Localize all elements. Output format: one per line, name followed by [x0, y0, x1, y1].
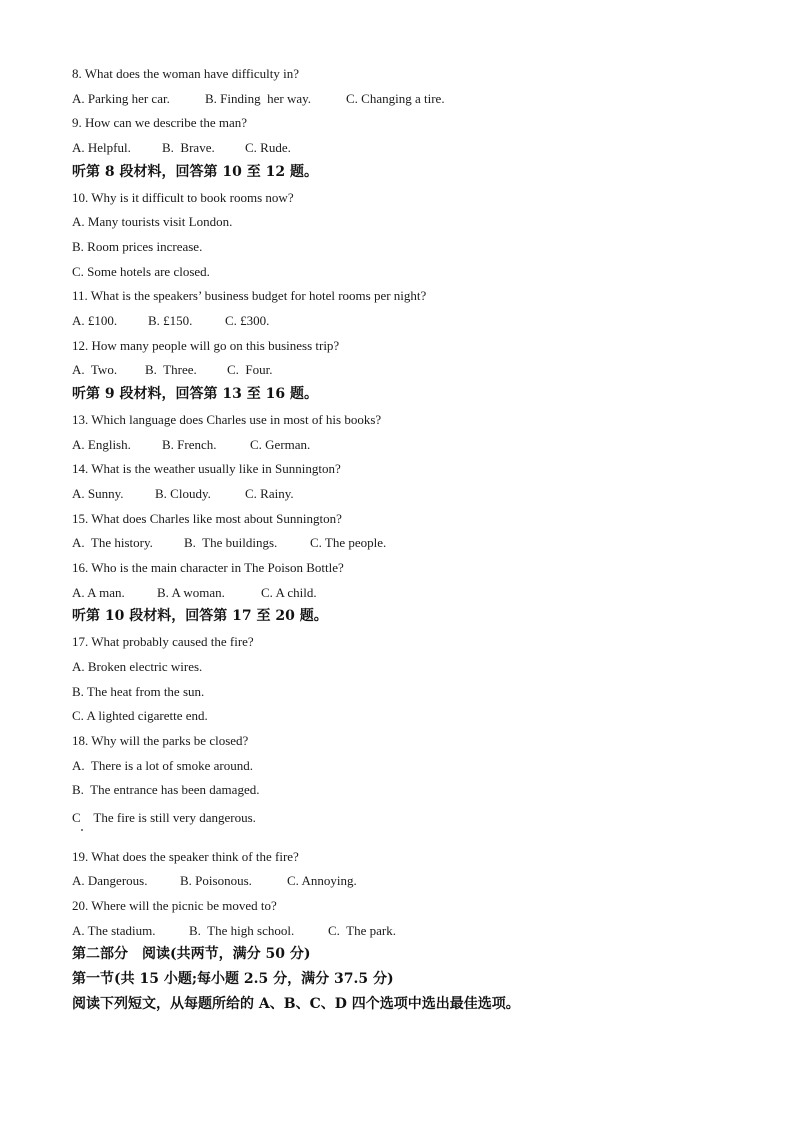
option-b: B. Room prices increase. [72, 239, 203, 254]
option-a: A. English. [72, 437, 131, 452]
question-10: 10. Why is it difficult to book rooms now? [72, 190, 294, 205]
question-18: 18. Why will the parks be closed? [72, 733, 249, 748]
option-a: A. Many tourists visit London. [72, 214, 233, 229]
option-b: B. Cloudy. [155, 486, 211, 501]
question-8: 8. What does the woman have difficulty in? [72, 66, 299, 81]
question-15: 15. What does Charles like most about Sunnington? [72, 511, 342, 526]
question-11-options [72, 313, 269, 329]
option-a: A. The stadium. [72, 923, 156, 938]
question-14-options [72, 486, 294, 502]
option-c: C. The park. [328, 923, 396, 938]
option-a: A. Dangerous. [72, 873, 148, 888]
option-a: A. A man. [72, 585, 125, 600]
question-14: 14. What is the weather usually like in Sunnington? [72, 461, 341, 476]
question-16: 16. Who is the main character in The Poison Bottle? [72, 560, 344, 575]
option-b: B. The entrance has been damaged. [72, 782, 260, 797]
option-b: B. Three. [145, 362, 197, 377]
question-15-options [72, 535, 386, 551]
question-19: 19. What does the speaker think of the fire? [72, 849, 299, 864]
section-heading-9: 听第 9 段材料，回答第 13 至 16 题。 [72, 386, 318, 402]
section-heading-8: 听第 8 段材料，回答第 10 至 12 题。 [72, 164, 318, 180]
section-one-heading: 第一节(共 15 小题;每小题 2.5 分，满分 37.5 分) [72, 971, 394, 987]
option-a: A. Two. [72, 362, 118, 377]
option-c: C. Annoying. [287, 873, 357, 888]
option-c: C. Rainy. [245, 486, 294, 501]
option-c: C The fire is still very dangerous. [72, 810, 256, 825]
option-c: C. German. [250, 437, 311, 452]
question-11: 11. What is the speakers’ business budget for hotel rooms per night? [72, 288, 427, 303]
option-c: C. A lighted cigarette end. [72, 708, 208, 723]
question-8-options [72, 91, 445, 107]
option-c: C. The people. [310, 535, 387, 550]
option-b: B. Poisonous. [180, 873, 252, 888]
option-c: C. A child. [261, 585, 317, 600]
option-a: A. The history. [72, 535, 153, 550]
question-17: 17. What probably caused the fire? [72, 634, 254, 649]
option-a: A. Parking her car. [72, 91, 170, 106]
question-12-options [72, 362, 273, 378]
option-c: C. £300. [225, 313, 270, 328]
option-c: C. Some hotels are closed. [72, 264, 210, 279]
question-13-options [72, 437, 310, 453]
stray-dot [81, 829, 83, 831]
question-20: 20. Where will the picnic be moved to? [72, 898, 277, 913]
question-9-options [72, 140, 291, 156]
option-a: A. There is a lot of smoke around. [72, 758, 253, 773]
option-b: B. French. [162, 437, 217, 452]
option-b: B. £150. [148, 313, 193, 328]
part-two-heading: 第二部分 阅读(共两节，满分 50 分) [72, 946, 311, 962]
option-a: A. Broken electric wires. [72, 659, 203, 674]
option-b: B. Brave. [162, 140, 215, 155]
question-16-options [72, 585, 317, 601]
option-b: B. A woman. [157, 585, 225, 600]
option-b: B. Finding her way. [205, 91, 312, 106]
question-9: 9. How can we describe the man? [72, 115, 248, 130]
option-c: C. Rude. [245, 140, 291, 155]
option-b: B. The heat from the sun. [72, 684, 205, 699]
option-a: A. Sunny. [72, 486, 124, 501]
section-heading-10: 听第 10 段材料，回答第 17 至 20 题。 [72, 608, 328, 624]
option-a: A. £100. [72, 313, 118, 328]
reading-instruction: 阅读下列短文，从每题所给的 A、B、C、D 四个选项中选出最佳选项。 [72, 996, 520, 1012]
option-b: B. The high school. [189, 923, 295, 938]
option-c: C. Four. [227, 362, 273, 377]
question-20-options [72, 923, 396, 939]
question-13: 13. Which language does Charles use in most of his books? [72, 412, 382, 427]
option-b: B. The buildings. [184, 535, 278, 550]
question-12: 12. How many people will go on this business trip? [72, 338, 340, 353]
option-c: C. Changing a tire. [346, 91, 445, 106]
question-19-options [72, 873, 357, 889]
option-a: A. Helpful. [72, 140, 131, 155]
